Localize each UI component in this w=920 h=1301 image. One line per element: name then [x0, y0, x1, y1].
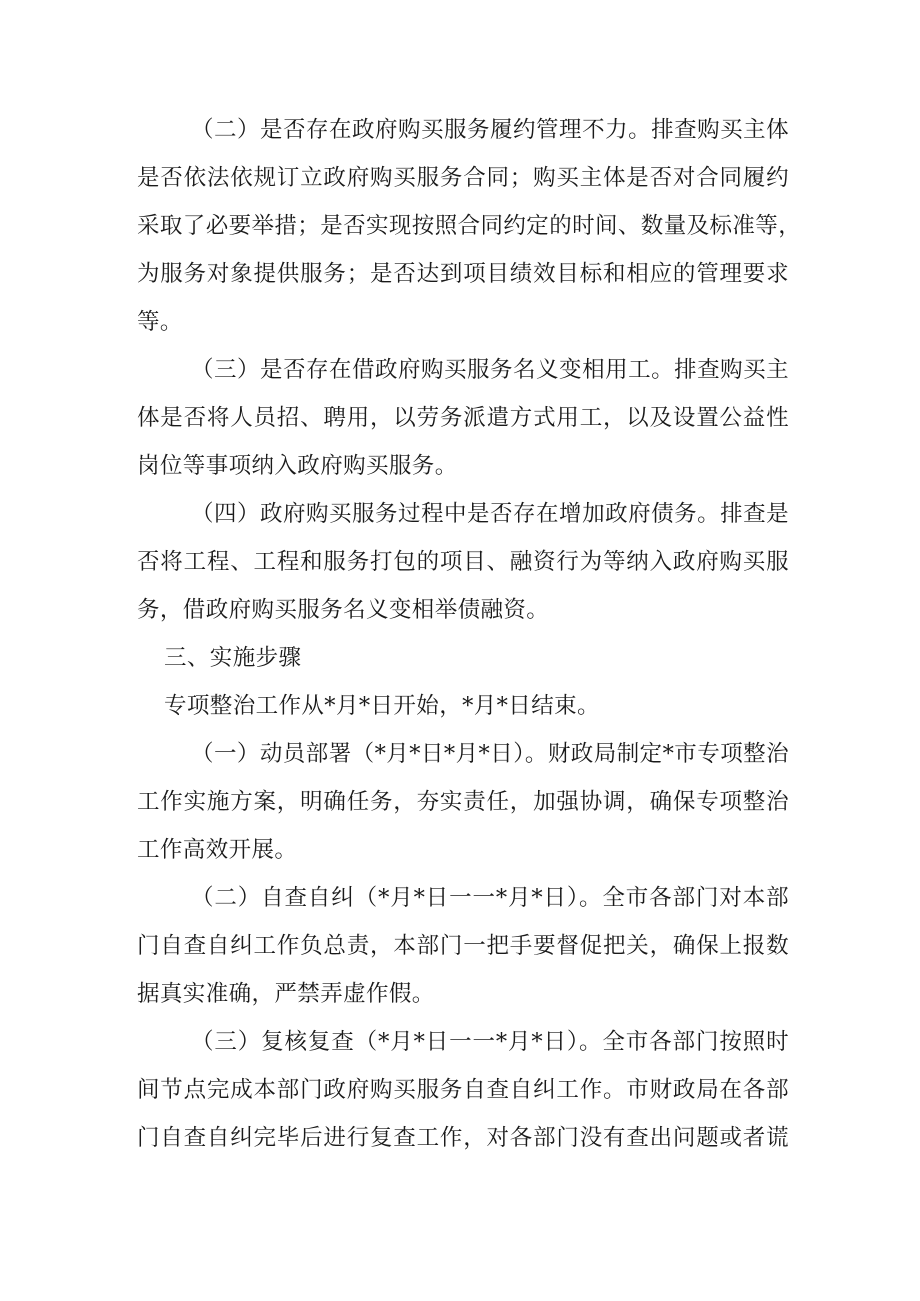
step-1-line-3: 工作高效开展。 [137, 837, 298, 863]
step-3-line-2: 间节点完成本部门政府购买服务自查自纠工作。市财政局在各部 [137, 1077, 789, 1103]
paragraph-3-line-3: 岗位等事项纳入政府购买服务。 [137, 453, 458, 479]
paragraph-4-line-2: 否将工程、工程和服务打包的项目、融资行为等纳入政府购买服 [137, 549, 789, 575]
schedule-intro: 专项整治工作从*月*日开始，*月*日结束。 [164, 693, 600, 719]
paragraph-2-line-1: （二）是否存在政府购买服务履约管理不力。排查购买主体 [191, 117, 789, 143]
paragraph-2-line-5: 等。 [137, 309, 183, 335]
step-2-line-2: 门自查自纠工作负总责，本部门一把手要督促把关，确保上报数 [137, 933, 789, 959]
paragraph-2-line-4: 为服务对象提供服务；是否达到项目绩效目标和相应的管理要求 [137, 261, 789, 287]
paragraph-4-line-1: （四）政府购买服务过程中是否存在增加政府债务。排查是 [191, 501, 789, 527]
paragraph-2-line-3: 采取了必要举措；是否实现按照合同约定的时间、数量及标准等， [137, 213, 802, 239]
paragraph-3-line-2: 体是否将人员招、聘用，以劳务派遣方式用工，以及设置公益性 [137, 405, 789, 431]
step-3-line-1: （三）复核复查（*月*日一一*月*日）。全市各部门按照时 [191, 1029, 789, 1055]
step-3-line-3: 门自查自纠完毕后进行复查工作，对各部门没有查出问题或者谎 [137, 1125, 789, 1151]
section-heading-3: 三、实施步骤 [164, 645, 302, 671]
paragraph-3-line-1: （三）是否存在借政府购买服务名义变相用工。排查购买主 [191, 357, 789, 383]
step-1-line-2: 工作实施方案，明确任务，夯实责任，加强协调，确保专项整治 [137, 789, 789, 815]
paragraph-4-line-3: 务，借政府购买服务名义变相举债融资。 [137, 597, 550, 623]
paragraph-2-line-2: 是否依法依规订立政府购买服务合同；购买主体是否对合同履约 [137, 165, 789, 191]
step-2-line-1: （二）自查自纠（*月*日一一*月*日）。全市各部门对本部 [191, 885, 789, 911]
step-1-line-1: （一）动员部署（*月*日*月*日）。财政局制定*市专项整治 [191, 741, 789, 767]
step-2-line-3: 据真实准确，严禁弄虚作假。 [137, 981, 435, 1007]
